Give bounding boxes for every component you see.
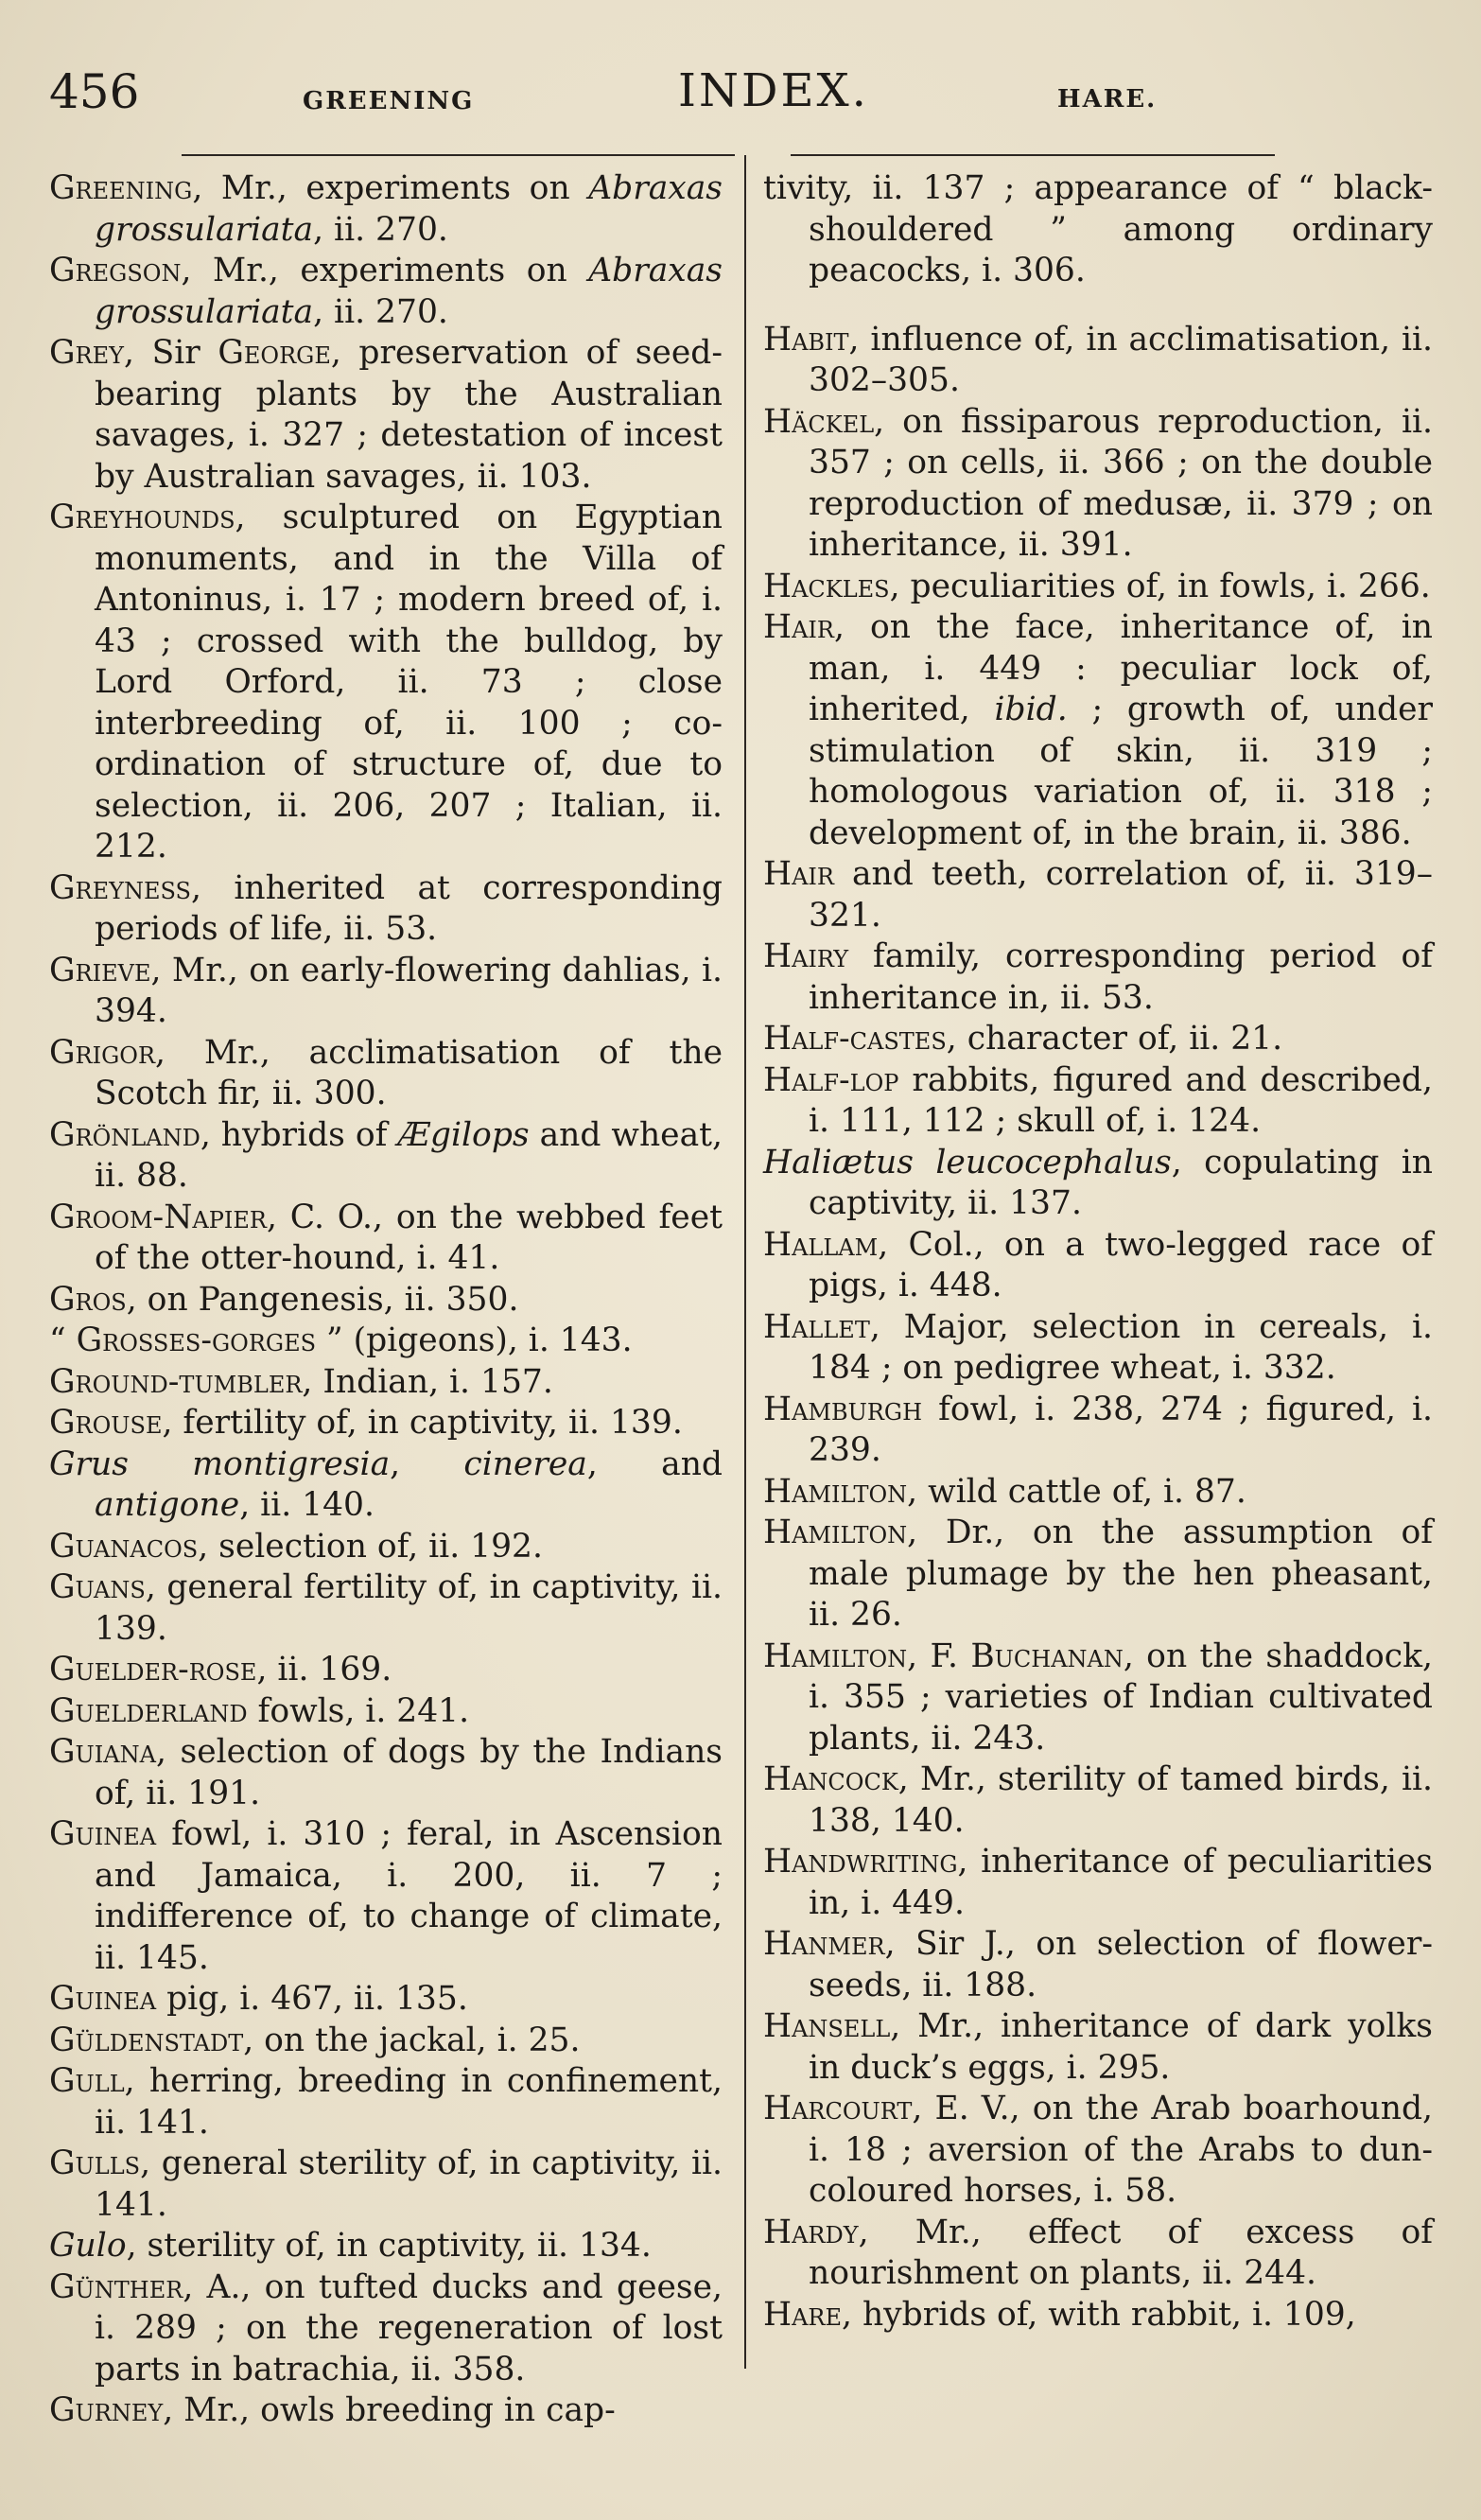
- index-entry: [49, 333, 723, 498]
- index-entry: [49, 1280, 723, 1321]
- index-headword: Habit: [763, 320, 849, 359]
- index-headword: Grieve: [49, 951, 151, 989]
- index-entry: [49, 2061, 723, 2144]
- index-entry-text: , hybrids of Ægilops and wheat, ii. 88.: [95, 1115, 723, 1195]
- index-entry-text: Haliætus leucocephalus, copulating in captivity, ii. 137.: [763, 1143, 1433, 1222]
- index-entry-text: , Sir J., on selection of flower-seeds, ii. 188.: [809, 1925, 1433, 2004]
- index-headword: Guinea: [49, 1815, 157, 1853]
- index-entry: [763, 1060, 1433, 1143]
- index-entry-text: fowls, i. 241.: [247, 1691, 470, 1730]
- index-entry: [49, 1321, 723, 1362]
- index-headword: Gregson: [49, 252, 182, 289]
- index-entry: [49, 1115, 723, 1198]
- index-headword: Handwriting: [763, 1843, 958, 1881]
- index-entry-text: , general sterility of, in captivity, ii. 141.: [95, 2144, 723, 2224]
- index-entry-text: , inheritance of peculiarities in, i. 449.: [809, 1843, 1433, 1922]
- index-entry: [763, 1225, 1433, 1307]
- index-entry: [763, 607, 1433, 854]
- index-entry-text: , wild cattle of, i. 87.: [907, 1472, 1246, 1511]
- index-entry: [49, 951, 723, 1033]
- index-headword: Hare: [763, 2295, 843, 2334]
- index-headword: Häckel: [763, 402, 875, 441]
- index-entry: [763, 168, 1433, 292]
- index-headword: Harcourt: [763, 2090, 913, 2127]
- index-entry: [49, 1650, 723, 1691]
- header-rule-right: [791, 154, 1275, 156]
- index-entry: [763, 1513, 1433, 1636]
- index-entry-text: pig, i. 467, ii. 135.: [156, 1980, 468, 2018]
- index-headword: Hallet: [763, 1307, 870, 1346]
- index-headword: “ Grosses-gorges ”: [49, 1321, 343, 1359]
- index-entry: [763, 402, 1433, 567]
- index-entry-text: family, corresponding period of inheritance in, ii. 53.: [809, 937, 1433, 1017]
- index-entry: [49, 1033, 723, 1115]
- index-headword: Hackles: [763, 567, 890, 605]
- index-entry: [763, 2295, 1433, 2336]
- index-entry-text: , influence of, in acclimatisation, ii. 302–305.: [809, 320, 1433, 399]
- page-number: 456: [49, 64, 140, 119]
- index-headword: Hamilton: [763, 1472, 908, 1511]
- index-headword: Hairy: [763, 937, 849, 975]
- index-headword: Guelder-rose: [49, 1651, 257, 1689]
- index-headword: Gros: [49, 1280, 127, 1319]
- index-entry: [763, 567, 1433, 608]
- index-entry: [49, 251, 723, 333]
- index-entry-text: , C. O., on the webbed feet of the otter-hound, i. 41.: [95, 1198, 723, 1277]
- index-entry-text: , hybrids of, with rabbit, i. 109,: [842, 2295, 1356, 2334]
- left-guide-word: GREENING: [303, 87, 475, 115]
- index-headword: Hair: [763, 608, 834, 646]
- index-entry: [49, 1362, 723, 1404]
- index-headword: Greening: [49, 169, 193, 207]
- index-entry: [49, 1403, 723, 1444]
- index-entry-text: , Dr., on the assumption of male plumage by the hen pheasant, ii. 26.: [809, 1514, 1433, 1634]
- index-headword: Hardy: [763, 2213, 859, 2251]
- index-entry: [49, 1814, 723, 1979]
- index-entry-text: , Mr., owls breeding in cap-: [163, 2391, 616, 2429]
- index-entry: [763, 1759, 1433, 1842]
- index-entry-text: , Mr., sterility of tamed birds, ii. 138, 140.: [809, 1760, 1433, 1840]
- index-entry: [49, 168, 723, 251]
- index-entry-text: (pigeons), i. 143.: [342, 1321, 633, 1359]
- index-headword: Greyhounds: [49, 499, 235, 536]
- index-entry: [763, 1307, 1433, 1390]
- index-column-left: [49, 168, 723, 2432]
- index-entry: [49, 2267, 723, 2391]
- index-headword: Hamburgh: [763, 1390, 923, 1428]
- index-headword: Ground-tumbler: [49, 1362, 303, 1401]
- index-entry-text: , E. V., on the Arab boarhound, i. 18 ; aversion of the Arabs to dun-coloured horses, i. 58.: [809, 2090, 1433, 2210]
- index-entry: [763, 1143, 1433, 1225]
- index-headword: Günther: [49, 2267, 183, 2306]
- index-entry: [763, 1472, 1433, 1514]
- index-entry-text: , on the face, inheritance of, in man, i. 449 : peculiar lock of, inherited, ibid. ; growth of, under stimulation of skin, ii. 319 ; homologous variation of, ii. 318 ; development of, in the brain, ii. 386.: [809, 608, 1433, 852]
- index-entry: [49, 1198, 723, 1280]
- index-entry: [763, 1842, 1433, 1924]
- index-entry-text: , fertility of, in captivity, ii. 139.: [162, 1404, 683, 1442]
- index-entry: [49, 2226, 723, 2267]
- index-headword: Hamilton: [763, 1636, 908, 1675]
- index-entry-text: , general fertility of, in captivity, ii. 139.: [95, 1568, 723, 1648]
- index-entry-text: , Mr., acclimatisation of the Scotch fir, ii. 300.: [95, 1033, 723, 1112]
- index-entry: [49, 1979, 723, 2021]
- index-entry-text: tivity, ii. 137 ; appearance of “ black-shouldered ” among ordinary peacocks, i. 306.: [763, 169, 1433, 289]
- index-entry-text: , Major, selection in cereals, i. 184 ; on pedigree wheat, i. 332.: [809, 1307, 1433, 1387]
- index-headword: Hanmer: [763, 1925, 885, 1963]
- index-entry-text: , F. Buchanan, on the shaddock, i. 355 ; varieties of Indian cultivated plants, ii. 243.: [809, 1636, 1433, 1758]
- index-entry: [763, 1019, 1433, 1060]
- index-entry-text: , Mr., experiments on Abraxas grossulariata, ii. 270.: [95, 169, 723, 249]
- index-entry: [763, 320, 1433, 402]
- index-entry: [763, 854, 1433, 936]
- index-entry: [49, 1527, 723, 1568]
- index-headword: Gulls: [49, 2144, 141, 2182]
- index-headword: Half-castes: [763, 1020, 947, 1058]
- index-entry: [49, 2144, 723, 2226]
- index-entry-text: , Mr., inheritance of dark yolks in duck’s eggs, i. 295.: [809, 2007, 1433, 2087]
- index-headword: Guiana: [49, 1733, 156, 1771]
- header-rule-left: [182, 154, 735, 156]
- index-entry: [763, 1924, 1433, 2006]
- index-entry: [763, 1390, 1433, 1472]
- index-headword: Greyness: [49, 868, 191, 907]
- index-entry: [763, 2213, 1433, 2295]
- index-entry-text: , selection of, ii. 192.: [198, 1527, 543, 1566]
- index-entry: [49, 2390, 723, 2432]
- index-entry-text: , character of, ii. 21.: [946, 1020, 1283, 1058]
- index-headword: Hansell: [763, 2007, 891, 2045]
- index-headword: Hamilton: [763, 1514, 908, 1551]
- index-entry: [49, 1444, 723, 1527]
- index-headword: Grönland: [49, 1115, 200, 1154]
- page-title: INDEX.: [678, 64, 869, 117]
- index-entry-text: , peculiarities of, in fowls, i. 266.: [889, 567, 1431, 605]
- index-entry: [49, 2021, 723, 2062]
- index-headword: Groom-Napier: [49, 1198, 267, 1236]
- index-entry-text: Gulo, sterility of, in captivity, ii. 134.: [49, 2227, 652, 2265]
- index-entry-text: and teeth, correlation of, ii. 319–321.: [809, 855, 1433, 935]
- index-entry-text: , A., on tufted ducks and geese, i. 289 ; on the regeneration of lost parts in batrachia, ii. 358.: [95, 2267, 723, 2389]
- index-headword: Hair: [763, 855, 834, 893]
- right-guide-word: HARE.: [1057, 85, 1158, 114]
- index-entry: [49, 868, 723, 951]
- index-entry: [49, 1732, 723, 1814]
- index-entry: [763, 1636, 1433, 1760]
- index-headword: Guelderland: [49, 1691, 248, 1730]
- index-headword: Guinea: [49, 1980, 157, 2018]
- index-entry-text: , Mr., experiments on Abraxas grossulariata, ii. 270.: [95, 252, 723, 331]
- index-headword: Grigor: [49, 1033, 156, 1072]
- index-headword: Guans: [49, 1568, 146, 1606]
- index-headword: Grey: [49, 334, 124, 372]
- column-divider: [744, 155, 746, 2369]
- index-entry: [49, 1691, 723, 1733]
- index-entry-text: , on fissiparous reproduction, ii. 357 ; on cells, ii. 366 ; on the double reproduction of medusæ, ii. 379 ; on inheritance, ii. 391.: [809, 402, 1433, 564]
- index-entry-text: Grus montigresia, cinerea, and antigone, ii. 140.: [49, 1444, 723, 1524]
- index-headword: Grouse: [49, 1404, 163, 1442]
- index-entry-text: fowl, i. 238, 274 ; figured, i. 239.: [809, 1390, 1433, 1469]
- index-headword: Hallam: [763, 1225, 879, 1264]
- index-entry-text: fowl, i. 310 ; feral, in Ascension and Jamaica, i. 200, ii. 7 ; indifference of, to change of climate, ii. 145.: [95, 1815, 723, 1977]
- index-entry-text: , Col., on a two-legged race of pigs, i. 448.: [809, 1225, 1433, 1304]
- index-entry: [49, 498, 723, 868]
- index-entry-text: , on Pangenesis, ii. 350.: [126, 1280, 519, 1319]
- index-headword: Güldenstadt: [49, 2021, 244, 2059]
- index-entry: [763, 2006, 1433, 2089]
- index-entry-text: , Sir George, preservation of seed-bearing plants by the Australian savages, i. 327 ; detestation of incest by Australian savages, ii. 103.: [95, 334, 723, 496]
- index-entry: [49, 1567, 723, 1650]
- index-entry-text: , Mr., effect of excess of nourishment on plants, ii. 244.: [809, 2213, 1433, 2292]
- index-headword: Gull: [49, 2062, 125, 2100]
- index-entry: [763, 2089, 1433, 2213]
- index-entry-text: rabbits, figured and described, i. 111, 112 ; skull of, i. 124.: [809, 1060, 1433, 1140]
- index-entry-text: , Mr., on early-flowering dahlias, i. 394.: [95, 951, 723, 1030]
- index-entry-text: , selection of dogs by the Indians of, ii. 191.: [95, 1733, 723, 1812]
- index-entry-text: , on the jackal, i. 25.: [243, 2021, 581, 2059]
- index-entry-text: , Indian, i. 157.: [302, 1362, 553, 1401]
- index-entry-text: , ii. 169.: [256, 1651, 392, 1689]
- index-entry: [763, 936, 1433, 1019]
- index-entry-text: , herring, breeding in confinement, ii. 141.: [95, 2062, 723, 2142]
- index-headword: Gurney: [49, 2391, 164, 2429]
- index-headword: Half-lop: [763, 1060, 899, 1099]
- index-entry-text: , sculptured on Egyptian monuments, and in the Villa of Antoninus, i. 17 ; modern breed of, i. 43 ; crossed with the bulldog, by Lord Orford, ii. 73 ; close interbreeding of, ii. 100 ; co-ordination of structure of, due to selection, ii. 206, 207 ; Italian, ii. 212.: [95, 499, 723, 866]
- index-column-right: [763, 168, 1433, 2336]
- index-entry-text: , inherited at corresponding periods of life, ii. 53.: [95, 868, 723, 948]
- index-headword: Guanacos: [49, 1527, 199, 1566]
- index-headword: Hancock: [763, 1760, 898, 1798]
